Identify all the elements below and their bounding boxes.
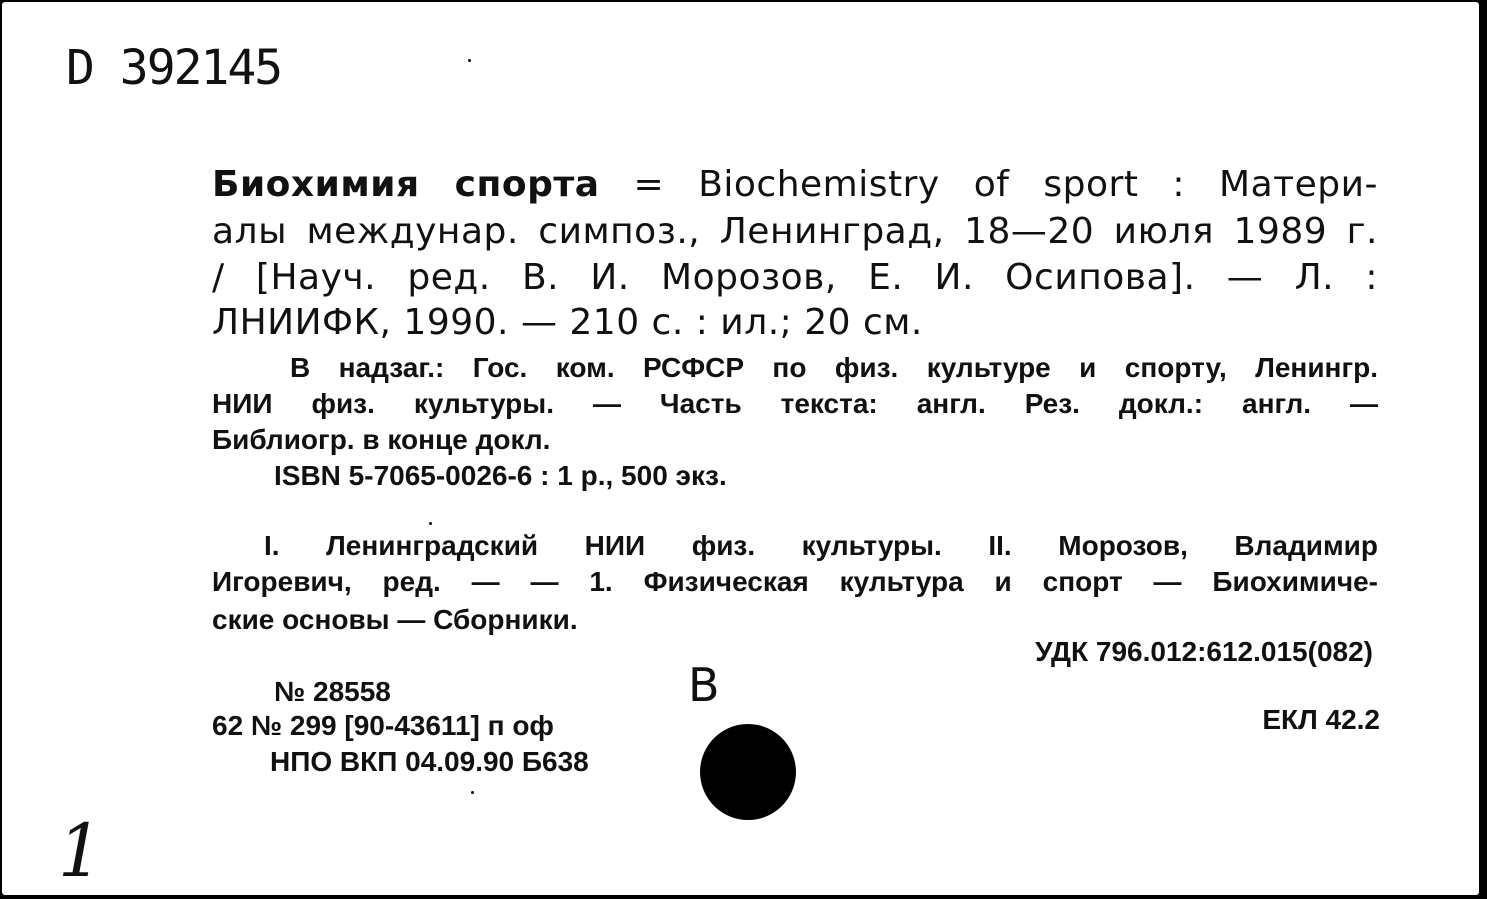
letter-mark: В xyxy=(688,658,720,712)
isbn-line: ISBN 5-7065-0026-6 : 1 р., 500 экз. xyxy=(274,460,727,491)
note-line-3: Библиогр. в конце докл. xyxy=(212,424,551,455)
speck xyxy=(429,522,432,525)
handwritten-mark: 1 xyxy=(58,807,103,895)
note-line-2: НИИ физ. культуры. — Часть текста: англ. Рез. докл.: англ. — xyxy=(212,388,1378,419)
tracing-line-2: Игоревич, ред. — — 1. Физическая культура и спорт — Биохимиче- xyxy=(212,566,1378,597)
tracing-line-3: ские основы — Сборники. xyxy=(212,604,578,635)
tracing-line-1: I. Ленинградский НИИ физ. культуры. II. Морозов, Владимир xyxy=(264,530,1378,561)
speck xyxy=(471,791,474,794)
title-line-2: алы междунар. симпоз., Ленинград, 18—20 июля 1989 г. xyxy=(212,211,1378,252)
imprint-line-2: 62 № 299 [90-43611] п оф xyxy=(212,710,554,741)
title-line-3: / [Науч. ред. В. И. Морозов, Е. И. Осипова]. — Л. : xyxy=(212,257,1378,298)
title-rest: = Biochemistry of sport : Матери- xyxy=(599,164,1378,205)
title-bold: Биохимия спорта xyxy=(212,164,600,205)
udk-code: УДК 796.012:612.015(082) xyxy=(1035,636,1373,667)
imprint-line-3: НПО ВКП 04.09.90 Б638 xyxy=(270,746,589,777)
title-line-4: ЛНИИФК, 1990. — 210 с. : ил.; 20 см. xyxy=(212,302,923,343)
punch-hole-dot xyxy=(700,724,796,820)
title-line-1 xyxy=(212,164,1378,205)
note-line-1: В надзаг.: Гос. ком. РСФСР по физ. культуре и спорту, Ленингр. xyxy=(290,352,1378,383)
call-number: D 392145 xyxy=(66,40,282,96)
ekl-code: ЕКЛ 42.2 xyxy=(1262,704,1380,735)
speck xyxy=(468,59,471,62)
catalog-card xyxy=(2,2,1479,895)
imprint-line-1: № 28558 xyxy=(274,676,391,707)
